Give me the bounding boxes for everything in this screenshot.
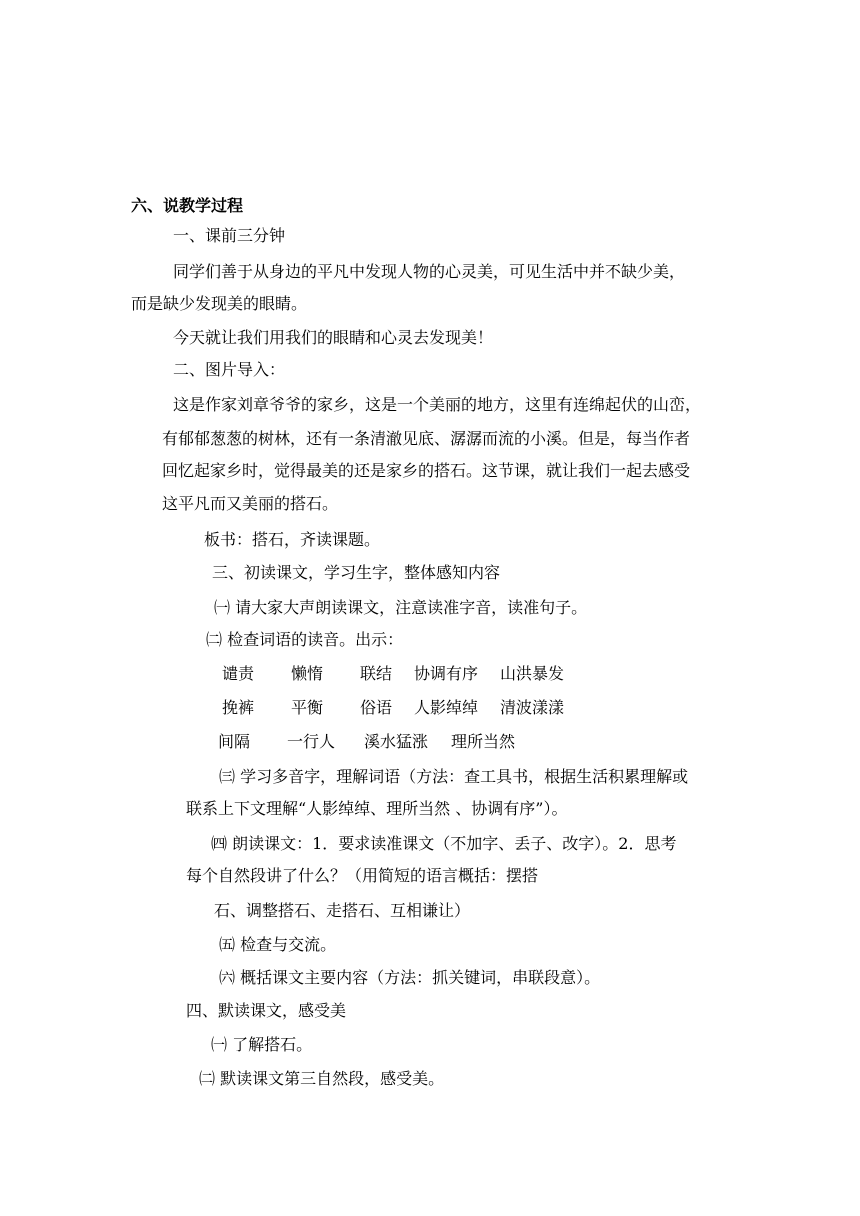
list-item: ㈢ 学习多音字，理解词语（方法：查工具书，根据生活积累理解或 (219, 767, 689, 786)
list-item-continuation: 联系上下文理解“人影绰绰、理所当然 、协调有序”）。 (186, 799, 568, 818)
subheading-first-reading: 三、初读课文，学习生字，整体感知内容 (212, 563, 501, 582)
list-item: ㈠ 了解搭石。 (211, 1035, 313, 1054)
paragraph-line: 今天就让我们用我们的眼睛和心灵去发现美！ (173, 328, 494, 347)
subheading-silent-reading: 四、默读课文，感受美 (186, 1001, 347, 1020)
vocab-word: 谴责 (222, 664, 255, 683)
vocab-word: 理所当然 (451, 732, 516, 751)
paragraph-line: 而是缺少发现美的眼睛。 (131, 294, 308, 313)
list-item-continuation: 石、调整搭石、走搭石、互相谦让） (214, 901, 471, 920)
list-item: ㈤ 检查与交流。 (219, 935, 337, 954)
subheading-pre-class: 一、课前三分钟 (173, 226, 286, 245)
list-item-continuation: 每个自然段讲了什么？（用简短的语言概括：摆搭 (186, 866, 539, 885)
paragraph-line: 有郁郁葱葱的树林，还有一条清澈见底、潺潺而流的小溪。但是，每当作者 (162, 429, 691, 448)
vocab-word: 溪水猛涨 (364, 732, 429, 751)
vocab-word: 间隔 (218, 732, 251, 751)
list-item: ㈣ 朗读课文：1．要求读准课文（不加字、丢子、改字）。2．思考 (211, 834, 677, 853)
list-item: ㈥ 概括课文主要内容（方法：抓关键词，串联段意）。 (219, 968, 601, 987)
paragraph-line: 这平凡而又美丽的搭石。 (162, 494, 339, 513)
section-heading: 六、说教学过程 (131, 196, 244, 215)
vocab-word: 懒惰 (291, 664, 324, 683)
vocab-word: 挽裤 (222, 698, 255, 717)
blackboard-note: 板书：搭石，齐读课题。 (204, 530, 381, 549)
list-item: ㈡ 默读课文第三自然段，感受美。 (199, 1069, 445, 1088)
vocab-word: 平衡 (291, 698, 324, 717)
subheading-picture-intro: 二、图片导入： (173, 360, 286, 379)
vocab-word: 协调有序 (414, 664, 479, 683)
vocab-word: 人影绰绰 (414, 698, 479, 717)
paragraph-line: 回忆起家乡时，觉得最美的还是家乡的搭石。这节课，就让我们一起去感受 (162, 461, 691, 480)
vocab-word: 俗语 (360, 698, 393, 717)
vocab-word: 清波漾漾 (500, 698, 565, 717)
vocab-word: 联结 (360, 664, 393, 683)
vocab-word: 山洪暴发 (500, 664, 565, 683)
vocab-word: 一行人 (287, 732, 336, 751)
list-item: ㈠ 请大家大声朗读课文，注意读准字音，读准句子。 (214, 598, 588, 617)
paragraph-line: 同学们善于从身边的平凡中发现人物的心灵美，可见生活中并不缺少美， (173, 262, 686, 281)
list-item: ㈡ 检查词语的读音。出示： (206, 630, 404, 649)
paragraph-line: 这是作家刘章爷爷的家乡，这是一个美丽的地方，这里有连绵起伏的山峦， (173, 395, 702, 414)
